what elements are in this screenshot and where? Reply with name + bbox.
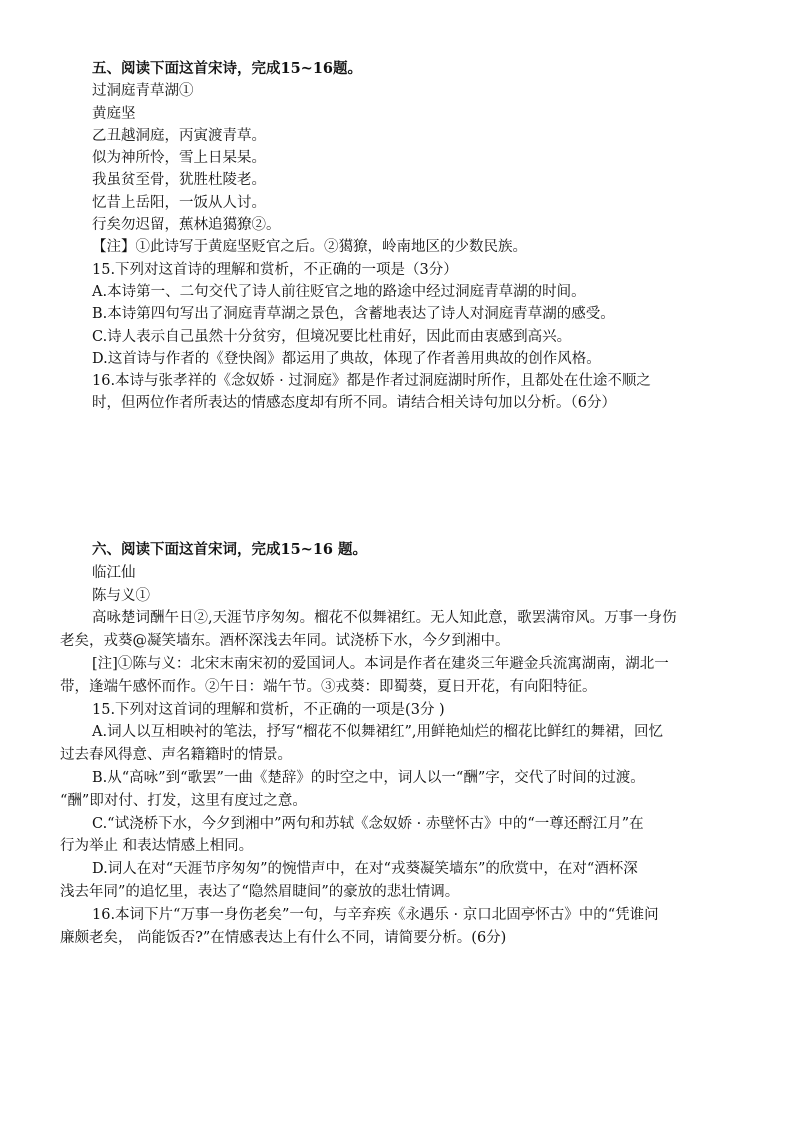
section-five-heading: 五、阅读下面这首宋诗，完成15~16题。 [92,60,363,77]
question-16-line2: 廉颇老矣， 尚能饭否?”在情感表达上有什么不同，请简要分析。(6分) [60,929,507,946]
question-16-line1: 16.本诗与张孝祥的《念奴娇 · 过洞庭》都是作者过洞庭湖时所作，且都处在仕途不顺之 [92,373,651,390]
poem-title: 过洞庭青草湖① [92,83,194,100]
option-d-line2: 浅去年同”的追忆里，表达了“隐然眉睫间”的豪放的悲壮情调。 [60,883,460,900]
poem-line: 我虽贫至骨，犹胜杜陵老。 [92,172,266,189]
ci-author: 陈与义① [92,587,150,604]
poem-line: 行矣勿迟留，蕉林追獦獠②。 [92,217,281,234]
section-five [92,58,732,415]
option-d: D.这首诗与作者的《登快阁》都运用了典故，体现了作者善用典故的创作风格。 [92,350,601,367]
question-16-line1: 16.本词下片“万事一身伤老矣”一句，与辛弃疾《永遇乐 · 京口北固亭怀古》中的“凭谁问 [92,906,659,923]
option-a-line1: A.词人以互相映衬的笔法，抒写“榴花不似舞裙红”,用鲜艳灿烂的榴花比鲜红的舞裙，回忆 [92,724,664,741]
poem-author: 黄庭坚 [92,105,136,122]
question-15: 15.下列对这首词的理解和赏析，不正确的一项是(3分 ) [92,701,445,718]
poem-line: 忆昔上岳阳，一饭从人讨。 [92,194,266,211]
ci-title: 临江仙 [92,564,136,581]
question-16-line2: 时，但两位作者所表达的情感态度却有所不同。请结合相关诗句加以分析。（6分） [92,395,616,412]
ci-text-line2: 老矣，戎葵@凝笑墙东。酒杯深浅去年同。试浇桥下水，今夕到湘中。 [60,633,510,650]
option-d-line1: D.词人在对“天涯节序匆匆”的惋惜声中，在对“戎葵凝笑墙东”的欣赏中，在对“酒杯深 [92,861,638,878]
ci-note-line2: 带，逢端午感怀而作。②午日：端午节。③戎葵：即蜀葵，夏日开花，有向阳特征。 [60,678,597,695]
option-b-line1: B.从“高咏”到“歌罢”一曲《楚辞》的时空之中，词人以一“酬”字，交代了时间的过渡。 [92,769,645,786]
option-c: C.诗人表示自己虽然十分贫穷，但境况要比杜甫好，因此而由衷感到高兴。 [92,328,572,345]
poem-line: 似为神所怜，雪上日杲杲。 [92,150,266,167]
section-six [60,539,750,949]
option-b-line2: “酬”即对付、打发，这里有度过之意。 [60,792,307,809]
option-a-line2: 过去春风得意、声名籍籍时的情景。 [60,747,292,764]
ci-text-line1: 高咏楚词酬午日②,天涯节序匆匆。榴花不似舞裙红。无人知此意，歌罢满帘风。万事一身伤 [92,610,677,627]
option-c-line1: C.“试浇桥下水，今夕到湘中”两句和苏轼《念奴娇 · 赤壁怀古》中的“一尊还酹江月”在 [92,815,644,832]
section-six-heading: 六、阅读下面这首宋词，完成15~16 题。 [92,541,368,558]
option-b: B.本诗第四句写出了洞庭青草湖之景色，含蓄地表达了诗人对洞庭青草湖的感受。 [92,306,615,323]
poem-line: 乙丑越洞庭，丙寅渡青草。 [92,127,266,144]
poem-note: 【注】①此诗写于黄庭坚贬官之后。②獦獠，岭南地区的少数民族。 [92,239,527,256]
option-c-line2: 行为举止 和表达情感上相同。 [60,838,254,855]
question-15: 15.下列对这首诗的理解和赏析，不正确的一项是（3分） [92,261,458,278]
ci-note-line1: [注]①陈与义：北宋末南宋初的爱国词人。本词是作者在建炎三年避金兵流寓湖南，湖北一 [92,655,669,672]
option-a: A.本诗第一、二句交代了诗人前往贬官之地的路途中经过洞庭青草湖的时间。 [92,283,586,300]
